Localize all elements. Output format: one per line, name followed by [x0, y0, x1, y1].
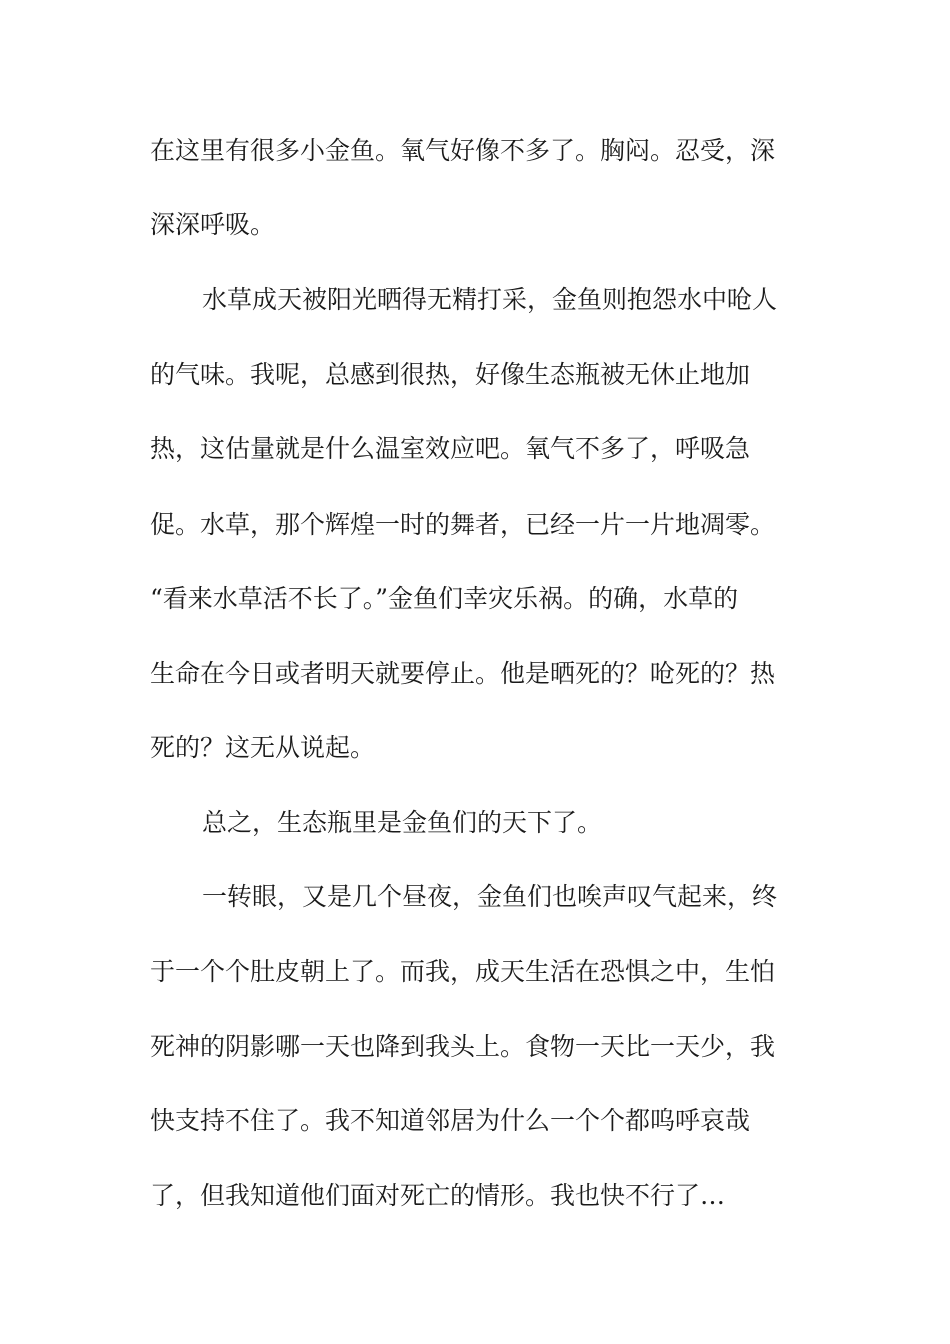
paragraph-start-line: 一转眼，又是几个昼夜，金鱼们也唉声叹气起来，终	[202, 882, 778, 911]
text-line: 了，但我知道他们面对死亡的情形。我也快不行了…	[150, 1181, 726, 1210]
text-line: 热，这估量就是什么温室效应吧。氧气不多了，呼吸急	[150, 434, 751, 463]
text-line: 死神的阴影哪一天也降到我头上。食物一天比一天少，我	[150, 1032, 776, 1061]
text-line: 快支持不住了。我不知道邻居为什么一个个都呜呼哀哉	[150, 1106, 751, 1135]
text-line: “看来水草活不长了。”金鱼们幸灾乐祸。的确，水草的	[150, 584, 739, 613]
text-line: 深深呼吸。	[150, 210, 276, 239]
text-line: 促。水草，那个辉煌一时的舞者，已经一片一片地凋零。	[150, 510, 776, 539]
text-line: 死的？这无从说起。	[150, 733, 376, 762]
paragraph-start-line: 总之，生态瓶里是金鱼们的天下了。	[202, 808, 603, 837]
text-line: 于一个个肚皮朝上了。而我，成天生活在恐惧之中，生怕	[150, 957, 776, 986]
text-line: 生命在今日或者明天就要停止。他是晒死的？呛死的？热	[150, 659, 776, 688]
text-line: 的气味。我呢，总感到很热，好像生态瓶被无休止地加	[150, 360, 751, 389]
text-line: 在这里有很多小金鱼。氧气好像不多了。胸闷。忍受，深	[150, 136, 776, 165]
paragraph-start-line: 水草成天被阳光晒得无精打采，金鱼则抱怨水中呛人	[202, 285, 778, 314]
